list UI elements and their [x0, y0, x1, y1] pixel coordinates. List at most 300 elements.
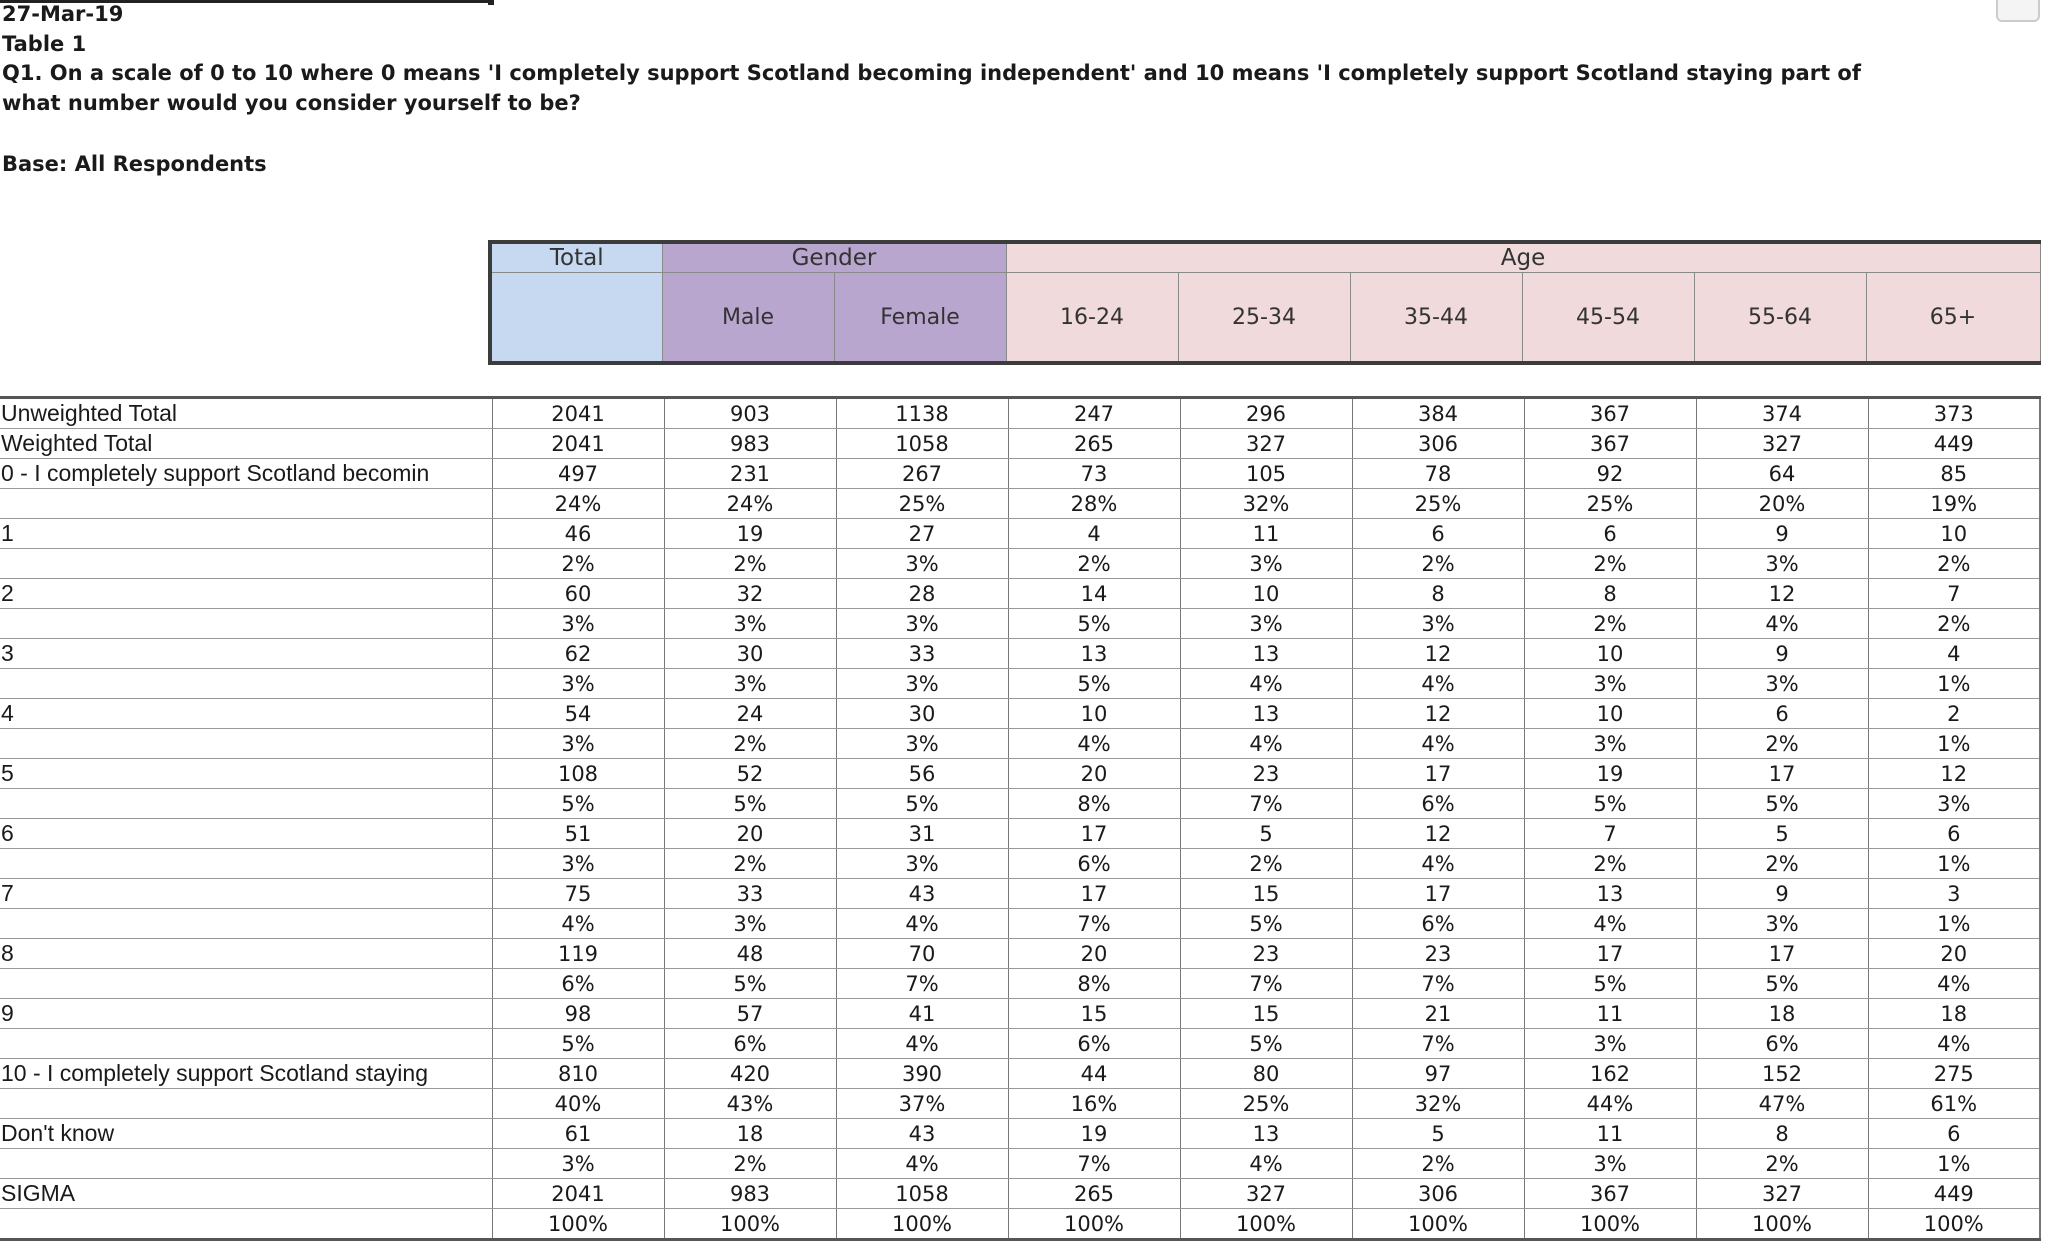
table-cell: 5% — [1008, 609, 1180, 639]
table-cell: 100% — [664, 1209, 836, 1240]
table-cell: 4% — [1180, 1149, 1352, 1179]
table-cell: 390 — [836, 1059, 1008, 1089]
table-cell: 327 — [1696, 1179, 1868, 1209]
table-row — [0, 609, 2040, 639]
table-cell: 6% — [1352, 789, 1524, 819]
table-cell: 4% — [1352, 669, 1524, 699]
table-cell: 449 — [1868, 429, 2040, 459]
table-cell: 32% — [1352, 1089, 1524, 1119]
table-cell: 13 — [1180, 1119, 1352, 1149]
table-cell: 20 — [1008, 939, 1180, 969]
table-cell: 52 — [664, 759, 836, 789]
table-cell: 17 — [1696, 939, 1868, 969]
table-cell: 497 — [492, 459, 664, 489]
table-row — [0, 429, 2040, 459]
table-cell: 983 — [664, 1179, 836, 1209]
table-cell: 9 — [1696, 639, 1868, 669]
table-cell: 327 — [1696, 429, 1868, 459]
table-cell: 24% — [664, 489, 836, 519]
row-label: 8 — [0, 939, 492, 969]
table-cell: 12 — [1696, 579, 1868, 609]
table-cell: 367 — [1524, 429, 1696, 459]
table-cell: 384 — [1352, 398, 1524, 429]
table-cell: 1% — [1868, 909, 2040, 939]
table-cell: 61 — [492, 1119, 664, 1149]
table-cell: 11 — [1180, 519, 1352, 549]
table-cell: 108 — [492, 759, 664, 789]
table-cell: 4% — [1180, 669, 1352, 699]
table-cell: 12 — [1352, 699, 1524, 729]
table-cell: 810 — [492, 1059, 664, 1089]
table-cell: 3% — [1524, 729, 1696, 759]
table-cell: 3% — [1180, 549, 1352, 579]
table-cell: 7% — [1008, 1149, 1180, 1179]
table-cell: 4% — [836, 1149, 1008, 1179]
table-cell: 2% — [664, 549, 836, 579]
table-cell: 4% — [1180, 729, 1352, 759]
row-label — [0, 1209, 492, 1240]
table-cell: 1058 — [836, 1179, 1008, 1209]
table-cell: 6% — [1352, 909, 1524, 939]
table-row — [0, 669, 2040, 699]
row-label — [0, 1029, 492, 1059]
table-cell: 17 — [1008, 879, 1180, 909]
table-cell: 2% — [1352, 1149, 1524, 1179]
table-cell: 367 — [1524, 1179, 1696, 1209]
table-cell: 2041 — [492, 429, 664, 459]
table-cell: 449 — [1868, 1179, 2040, 1209]
table-cell: 19 — [1008, 1119, 1180, 1149]
table-cell: 24 — [664, 699, 836, 729]
table-cell: 43% — [664, 1089, 836, 1119]
table-cell: 7% — [1008, 909, 1180, 939]
table-cell: 1138 — [836, 398, 1008, 429]
row-label — [0, 1089, 492, 1119]
row-label: 3 — [0, 639, 492, 669]
table-cell: 23 — [1352, 939, 1524, 969]
row-label: 7 — [0, 879, 492, 909]
table-cell: 5% — [492, 789, 664, 819]
table-row — [0, 398, 2040, 429]
table-cell: 275 — [1868, 1059, 2040, 1089]
row-label — [0, 849, 492, 879]
table-cell: 367 — [1524, 398, 1696, 429]
table-cell: 3% — [492, 1149, 664, 1179]
table-cell: 105 — [1180, 459, 1352, 489]
table-cell: 18 — [1868, 999, 2040, 1029]
table-cell: 2% — [492, 549, 664, 579]
row-label — [0, 909, 492, 939]
table-cell: 152 — [1696, 1059, 1868, 1089]
table-cell: 64 — [1696, 459, 1868, 489]
table-cell: 5% — [1008, 669, 1180, 699]
table-row — [0, 879, 2040, 909]
table-cell: 2% — [1524, 849, 1696, 879]
table-cell: 3 — [1868, 879, 2040, 909]
data-table — [0, 396, 2041, 1241]
table-cell: 32% — [1180, 489, 1352, 519]
table-cell: 100% — [1008, 1209, 1180, 1240]
col-35-44: 35-44 — [1350, 273, 1522, 364]
table-cell: 7% — [1352, 969, 1524, 999]
table-cell: 3% — [492, 669, 664, 699]
table-cell: 47% — [1696, 1089, 1868, 1119]
table-cell: 44 — [1008, 1059, 1180, 1089]
table-cell: 6 — [1352, 519, 1524, 549]
row-label: 6 — [0, 819, 492, 849]
table-cell: 247 — [1008, 398, 1180, 429]
table-cell: 162 — [1524, 1059, 1696, 1089]
table-cell: 24% — [492, 489, 664, 519]
table-cell: 12 — [1352, 819, 1524, 849]
table-cell: 119 — [492, 939, 664, 969]
table-row — [0, 909, 2040, 939]
table-cell: 3% — [1696, 909, 1868, 939]
table-row — [0, 579, 2040, 609]
table-cell: 30 — [836, 699, 1008, 729]
table-cell: 3% — [1696, 669, 1868, 699]
table-cell: 6% — [1696, 1029, 1868, 1059]
table-cell: 44% — [1524, 1089, 1696, 1119]
table-cell: 8% — [1008, 789, 1180, 819]
table-cell: 12 — [1352, 639, 1524, 669]
table-cell: 20 — [1008, 759, 1180, 789]
row-label: 2 — [0, 579, 492, 609]
row-label — [0, 489, 492, 519]
table-row — [0, 1119, 2040, 1149]
table-cell: 19 — [1524, 759, 1696, 789]
table-cell: 15 — [1180, 879, 1352, 909]
table-row — [0, 789, 2040, 819]
row-label — [0, 729, 492, 759]
table-cell: 54 — [492, 699, 664, 729]
table-cell: 3% — [1524, 669, 1696, 699]
table-cell: 6 — [1868, 1119, 2040, 1149]
col-55-64: 55-64 — [1694, 273, 1866, 364]
table-cell: 8 — [1352, 579, 1524, 609]
table-cell: 19% — [1868, 489, 2040, 519]
top-rule-tick — [488, 0, 494, 5]
gender-header: Gender — [662, 242, 1006, 273]
table-cell: 3% — [836, 669, 1008, 699]
row-label — [0, 669, 492, 699]
table-cell: 3% — [1524, 1029, 1696, 1059]
table-cell: 5% — [1524, 969, 1696, 999]
total-subheader — [490, 273, 662, 364]
table-cell: 296 — [1180, 398, 1352, 429]
table-cell: 6 — [1696, 699, 1868, 729]
table-cell: 6% — [664, 1029, 836, 1059]
table-cell: 4% — [492, 909, 664, 939]
table-cell: 6% — [1008, 1029, 1180, 1059]
table-row — [0, 489, 2040, 519]
table-cell: 75 — [492, 879, 664, 909]
row-label: 4 — [0, 699, 492, 729]
table-cell: 374 — [1696, 398, 1868, 429]
row-label: Unweighted Total — [0, 398, 492, 429]
table-cell: 2% — [1352, 549, 1524, 579]
table-row — [0, 1059, 2040, 1089]
table-cell: 10 — [1180, 579, 1352, 609]
table-cell: 80 — [1180, 1059, 1352, 1089]
table-cell: 41 — [836, 999, 1008, 1029]
table-cell: 56 — [836, 759, 1008, 789]
table-cell: 2% — [664, 729, 836, 759]
table-cell: 11 — [1524, 999, 1696, 1029]
table-cell: 100% — [836, 1209, 1008, 1240]
table-cell: 25% — [1180, 1089, 1352, 1119]
table-cell: 4% — [1524, 909, 1696, 939]
table-cell: 3% — [1696, 549, 1868, 579]
table-cell: 4% — [1352, 729, 1524, 759]
table-cell: 30 — [664, 639, 836, 669]
table-cell: 3% — [664, 609, 836, 639]
table-row — [0, 819, 2040, 849]
table-cell: 1% — [1868, 669, 2040, 699]
table-cell: 78 — [1352, 459, 1524, 489]
table-cell: 4 — [1868, 639, 2040, 669]
table-cell: 73 — [1008, 459, 1180, 489]
table-row — [0, 849, 2040, 879]
col-female: Female — [834, 273, 1006, 364]
table-cell: 5% — [1524, 789, 1696, 819]
table-cell: 4% — [1868, 1029, 2040, 1059]
table-cell: 903 — [664, 398, 836, 429]
table-cell: 9 — [1696, 519, 1868, 549]
table-cell: 10 — [1524, 699, 1696, 729]
table-cell: 25% — [836, 489, 1008, 519]
table-cell: 373 — [1868, 398, 2040, 429]
table-cell: 28 — [836, 579, 1008, 609]
question-line-2: what number would you consider yourself to be? — [2, 91, 581, 115]
table-cell: 4% — [1868, 969, 2040, 999]
table-title: Table 1 — [2, 32, 87, 56]
table-cell: 5% — [836, 789, 1008, 819]
table-cell: 5 — [1180, 819, 1352, 849]
row-label: Weighted Total — [0, 429, 492, 459]
table-cell: 3% — [492, 729, 664, 759]
banner-header — [488, 240, 2041, 365]
table-cell: 2% — [1868, 549, 2040, 579]
browser-extension-icon[interactable] — [1996, 0, 2040, 22]
table-cell: 3% — [1180, 609, 1352, 639]
table-cell: 18 — [664, 1119, 836, 1149]
table-cell: 9 — [1696, 879, 1868, 909]
table-cell: 17 — [1524, 939, 1696, 969]
table-cell: 10 — [1008, 699, 1180, 729]
table-cell: 8 — [1524, 579, 1696, 609]
table-cell: 15 — [1008, 999, 1180, 1029]
table-cell: 4% — [836, 1029, 1008, 1059]
table-cell: 25% — [1352, 489, 1524, 519]
table-cell: 3% — [664, 669, 836, 699]
table-row — [0, 1179, 2040, 1209]
table-cell: 19 — [664, 519, 836, 549]
row-label — [0, 789, 492, 819]
row-label: 5 — [0, 759, 492, 789]
table-cell: 3% — [1868, 789, 2040, 819]
table-row — [0, 969, 2040, 999]
table-cell: 3% — [492, 609, 664, 639]
table-cell: 20% — [1696, 489, 1868, 519]
row-label: 1 — [0, 519, 492, 549]
table-cell: 2% — [1180, 849, 1352, 879]
table-cell: 57 — [664, 999, 836, 1029]
total-header: Total — [490, 242, 662, 273]
table-row — [0, 939, 2040, 969]
table-cell: 1058 — [836, 429, 1008, 459]
table-cell: 420 — [664, 1059, 836, 1089]
table-cell: 3% — [836, 729, 1008, 759]
table-cell: 8 — [1696, 1119, 1868, 1149]
table-cell: 4% — [1008, 729, 1180, 759]
row-label: 9 — [0, 999, 492, 1029]
table-cell: 4 — [1008, 519, 1180, 549]
table-cell: 3% — [836, 549, 1008, 579]
table-cell: 48 — [664, 939, 836, 969]
table-cell: 1% — [1868, 1149, 2040, 1179]
table-cell: 43 — [836, 879, 1008, 909]
table-cell: 5 — [1696, 819, 1868, 849]
table-cell: 6 — [1524, 519, 1696, 549]
table-cell: 70 — [836, 939, 1008, 969]
table-cell: 5% — [664, 789, 836, 819]
table-cell: 40% — [492, 1089, 664, 1119]
table-cell: 46 — [492, 519, 664, 549]
table-cell: 60 — [492, 579, 664, 609]
col-25-34: 25-34 — [1178, 273, 1350, 364]
table-cell: 18 — [1696, 999, 1868, 1029]
table-row — [0, 1149, 2040, 1179]
table-cell: 265 — [1008, 429, 1180, 459]
table-row — [0, 549, 2040, 579]
table-cell: 13 — [1180, 699, 1352, 729]
table-cell: 2 — [1868, 699, 2040, 729]
table-cell: 62 — [492, 639, 664, 669]
table-cell: 85 — [1868, 459, 2040, 489]
table-cell: 16% — [1008, 1089, 1180, 1119]
table-row — [0, 1089, 2040, 1119]
table-row — [0, 1209, 2040, 1240]
table-row — [0, 699, 2040, 729]
table-row — [0, 729, 2040, 759]
table-cell: 2041 — [492, 398, 664, 429]
table-cell: 2% — [1524, 549, 1696, 579]
table-cell: 4% — [1352, 849, 1524, 879]
table-cell: 1% — [1868, 729, 2040, 759]
table-cell: 33 — [836, 639, 1008, 669]
row-label: SIGMA — [0, 1179, 492, 1209]
table-cell: 20 — [664, 819, 836, 849]
table-cell: 17 — [1352, 759, 1524, 789]
table-cell: 5% — [1696, 969, 1868, 999]
table-cell: 92 — [1524, 459, 1696, 489]
table-cell: 3% — [492, 849, 664, 879]
table-cell: 6% — [1008, 849, 1180, 879]
table-cell: 3% — [836, 849, 1008, 879]
table-cell: 23 — [1180, 939, 1352, 969]
table-cell: 5 — [1352, 1119, 1524, 1149]
table-cell: 100% — [1352, 1209, 1524, 1240]
base-label: Base: All Respondents — [2, 152, 267, 176]
table-cell: 100% — [1868, 1209, 2040, 1240]
table-cell: 23 — [1180, 759, 1352, 789]
table-cell: 2% — [664, 849, 836, 879]
table-cell: 3% — [664, 909, 836, 939]
table-cell: 17 — [1696, 759, 1868, 789]
table-cell: 2% — [1524, 609, 1696, 639]
table-cell: 5% — [1696, 789, 1868, 819]
table-cell: 7% — [1180, 969, 1352, 999]
table-cell: 32 — [664, 579, 836, 609]
row-label: Don't know — [0, 1119, 492, 1149]
table-cell: 61% — [1868, 1089, 2040, 1119]
table-cell: 100% — [1524, 1209, 1696, 1240]
row-label — [0, 609, 492, 639]
table-cell: 7 — [1524, 819, 1696, 849]
table-cell: 10 — [1868, 519, 2040, 549]
table-cell: 2% — [1696, 1149, 1868, 1179]
table-cell: 7% — [1180, 789, 1352, 819]
table-cell: 33 — [664, 879, 836, 909]
table-cell: 4% — [836, 909, 1008, 939]
table-row — [0, 519, 2040, 549]
table-cell: 2% — [1696, 849, 1868, 879]
table-cell: 31 — [836, 819, 1008, 849]
row-label: 10 - I completely support Scotland staying — [0, 1059, 492, 1089]
table-cell: 15 — [1180, 999, 1352, 1029]
table-cell: 37% — [836, 1089, 1008, 1119]
table-row — [0, 759, 2040, 789]
table-cell: 2% — [1868, 609, 2040, 639]
table-row — [0, 999, 2040, 1029]
table-cell: 97 — [1352, 1059, 1524, 1089]
table-cell: 7% — [1352, 1029, 1524, 1059]
table-cell: 2% — [664, 1149, 836, 1179]
table-cell: 100% — [1180, 1209, 1352, 1240]
table-cell: 100% — [1696, 1209, 1868, 1240]
table-cell: 20 — [1868, 939, 2040, 969]
table-cell: 6% — [492, 969, 664, 999]
table-cell: 12 — [1868, 759, 2040, 789]
table-cell: 17 — [1008, 819, 1180, 849]
table-cell: 7% — [836, 969, 1008, 999]
report-date: 27-Mar-19 — [2, 2, 124, 26]
table-cell: 8% — [1008, 969, 1180, 999]
age-header: Age — [1006, 242, 2040, 273]
table-cell: 267 — [836, 459, 1008, 489]
table-cell: 327 — [1180, 1179, 1352, 1209]
question-line-1: Q1. On a scale of 0 to 10 where 0 means 'I completely support Scotland becoming independent' and 10 means 'I completely support Scotland staying part of — [2, 61, 1861, 85]
table-cell: 6 — [1868, 819, 2040, 849]
table-cell: 25% — [1524, 489, 1696, 519]
table-cell: 265 — [1008, 1179, 1180, 1209]
table-cell: 4% — [1696, 609, 1868, 639]
table-cell: 306 — [1352, 429, 1524, 459]
table-cell: 17 — [1352, 879, 1524, 909]
table-cell: 7 — [1868, 579, 2040, 609]
table-cell: 3% — [1352, 609, 1524, 639]
table-cell: 306 — [1352, 1179, 1524, 1209]
table-cell: 2041 — [492, 1179, 664, 1209]
table-cell: 983 — [664, 429, 836, 459]
table-cell: 231 — [664, 459, 836, 489]
table-row — [0, 459, 2040, 489]
table-cell: 28% — [1008, 489, 1180, 519]
table-row — [0, 1029, 2040, 1059]
table-cell: 1% — [1868, 849, 2040, 879]
table-cell: 5% — [1180, 909, 1352, 939]
